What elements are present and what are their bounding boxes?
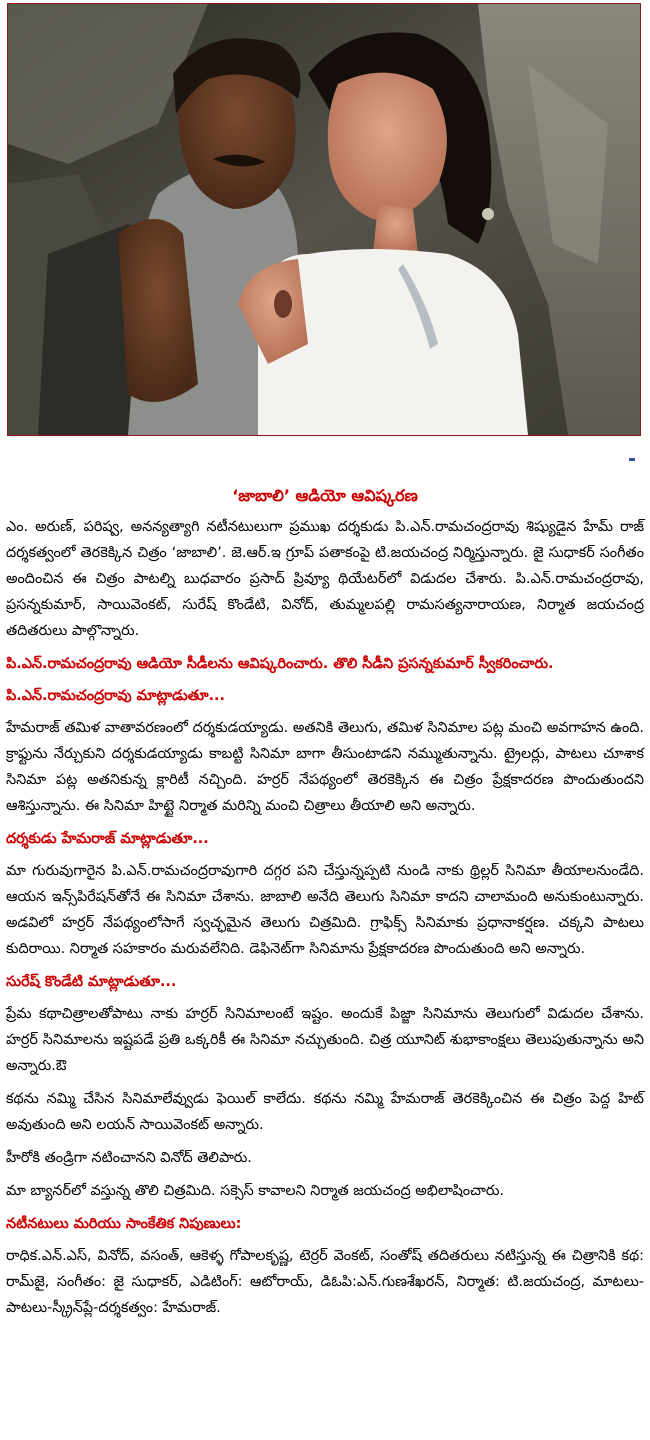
paragraph-suresh-kondeti: ప్రేమ కథాచిత్రాలతోపాటు నాకు హర్రర్ సినిమాలంటే ఇష్టం. అందుకే పిజ్జా సినిమాను తెలుగులో విడుదల చేశాను. హర్రర్ సినిమాలను ఇష్టపడే ప్రతి ఒక్కరికీ ఈ సినిమా నచ్చుతుంది. చిత్ర యూనిట్ శుభాకాంక్షలు తెలుపుతున్నాను అని అన్నారు.ఔ [6, 1006, 644, 1074]
paragraph-producer: మా బ్యానర్‌లో వస్తున్న తొలి చిత్రమిది. సక్సెస్ కావాలని నిర్మాత జయచంద్ర అభిలాషించారు. [6, 1183, 505, 1199]
paragraph-director-hemaraj: మా గురువుగారైన పి.ఎన్.రామచంద్రరావుగారి దగ్గర పని చేస్తున్నప్పటి నుండి నాకు థ్రిల్లర్ సినిమా తీయాలనుండేది. ఆయన ఇన్స్‌పిరేషన్‌తోనే ఈ సినిమా చేశాను. జాబాలి అనేది తెలుగు సినిమా కాదని చాలామంది అనుకుంటున్నారు. అడవిలో హర్రర్ నేపథ్యంలోసాగే స్వచ్ఛమైన తెలుగు చిత్రమిది. గ్రాఫిక్స్ సినిమాకు ప్రధానాకర్షణ. చక్కని పాటలు కుదిరాయి. నిర్మాత సహకారం మరువలేనిది. డెఫినెట్‌గా సినిమాను ప్రేక్షకాదరణ పొందుతుంది అని అన్నారు. [6, 863, 644, 957]
subheading-suresh-kondeti: సురేష్ కొండేటి మాట్లాడుతూ... [6, 974, 177, 990]
paragraph-lion-saivenkat: కథను నమ్మి చేసిన సినిమాలేవ్వుడు ఫెయిల్ కాలేదు. కథను నమ్మి హేమరాజ్ తెరకెక్కించిన ఈ చిత్రం పెద్ద హిట్ అవుతుంది అని లయన్ సాయివెంకట్ అన్నారు. [6, 1091, 644, 1133]
subheading-audio-launch: పి.ఎన్.రామచంద్రరావు ఆడియో సీడీలను ఆవిష్కరించారు. తొలి సీడీని ప్రసన్నకుమార్ స్వీకరించారు. [6, 656, 554, 672]
paragraph-cast-crew: రాధిక.ఎన్.ఎస్, వినోద్, వసంత్, ఆకెళ్ళ గోపాలకృష్ణ, టెర్రర్ వెంకట్, సంతోష్ తదితరులు నటిస్తున్న ఈ చిత్రానికి కథ: రామ్‌జై, సంగీతం: జై సుధాకర్, ఎడిటింగ్: ఆటోరాయ్, డిఓపి:ఎన్.గుణశేఖరన్, నిర్మాత: టి.జయచంద్ర, మాటలు-పాటలు-స్క్రీన్‌ప్లే-దర్శకత్వం: హేమరాజ్. [6, 1248, 644, 1316]
movie-still-photo [7, 3, 641, 436]
article-body [6, 514, 644, 1328]
article-headline: ‘జాబాలి’ ఆడియో ఆవిష్కరణ [232, 486, 418, 505]
paragraph-vinod: హీరోకి తండ్రిగా నటించానని వినోద్ తెలిపారు. [6, 1150, 252, 1166]
bullet-marker [629, 458, 635, 461]
subheading-cast-crew: నటీనటులు మరియు సాంకేతిక నిపుణులు: [6, 1216, 242, 1232]
subheading-director-hemaraj: దర్శకుడు హేమరాజ్ మాట్లాడుతూ... [6, 831, 209, 847]
paragraph-pn-ramachandrarao: హేమరాజ్ తమిళ వాతావరణంలో దర్శకుడయ్యాడు. అతనికి తెలుగు, తమిళ సినిమాల పట్ల మంచి అవగాహన ఉంది. క్రాఫ్టును నేర్చుకుని దర్శకుడయ్యాడు కాబట్టి సినిమా బాగా తీసుంటాడని నమ్ముతున్నాను. ట్రైలర్లు, పాటలు చూశాక సినిమా పట్ల అతనికున్న క్లారిటీ నచ్చింది. హర్రర్ నేపథ్యంలో తెరకెక్కిన ఈ చిత్రం ప్రేక్షకాదరణ పొందుతుందని ఆశిస్తున్నాను. ఈ సినిమా హిట్టై నిర్మాత మరిన్ని మంచి చిత్రాలు తీయాలి అని అన్నారు. [6, 720, 644, 814]
subheading-pn-ramachandrarao: పి.ఎన్.రామచంద్రరావు మాట్లాడుతూ... [6, 688, 225, 704]
paragraph-intro: ఎం. అరుణ్, పరిష్వ, అనన్యత్యాగి నటీనటులుగా ప్రముఖ దర్శకుడు పి.ఎన్.రామచంద్రరావు శిష్యుడైన హేమ్ రాజ్ దర్శకత్వంలో తెరకెక్కిన చిత్రం ‘జాబాలి’. జె.ఆర్.ఇ గ్రూప్ పతాకంపై టి.జయచంద్ర నిర్మిస్తున్నారు. జై సుధాకర్ సంగీతం అందించిన ఈ చిత్రం పాటల్ని బుధవారం ప్రసాద్ ప్రివ్యూ థియేటర్‌లో విడుదల చేశారు. పి.ఎన్.రామచంద్రరావు, ప్రసన్నకుమార్, సాయివెంకట్, సురేష్ కొండేటి, వినోద్, తుమ్మలపల్లి రామసత్యనారాయణ, నిర్మాత జయచంద్ర తదితరులు పాల్గొన్నారు. [6, 519, 644, 639]
